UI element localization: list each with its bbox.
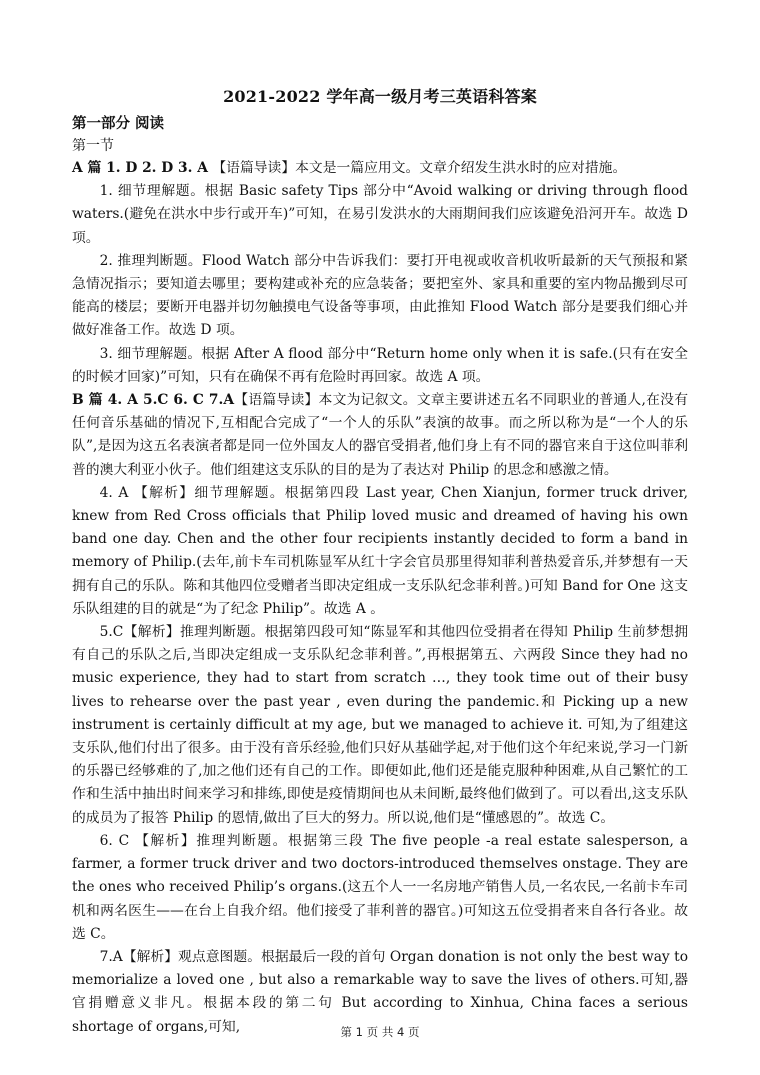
passage-a-q1-explanation: 1. 细节理解题。根据 Basic safety Tips 部分中“Avoid walking or driving through flood waters.(避免在洪水中步行或开车)”可知，在易引发洪水的大雨期间我们应该避免沿河开车。故选 D 项。 bbox=[72, 183, 688, 246]
passage-a-intro: 【语篇导读】本文是一篇应用文。文章介绍发生洪水时的应对措施。 bbox=[207, 160, 627, 176]
passage-a-answers: A 篇 1. D 2. D 3. A bbox=[72, 160, 208, 176]
passage-a-q3-explanation: 3. 细节理解题。根据 After A flood 部分中“Return home only when it is safe.(只有在安全的时候才回家)”可知，只有在确保不再有危险时再回家。故选 A 项。 bbox=[72, 345, 688, 385]
passage-a-header bbox=[72, 157, 688, 180]
passage-b-q6-explanation: 6. C 【解析】推理判断题。根据第三段 The five people -a real estate salesperson, a farmer, a former truck driver and two doctors-introduced themselves onstage. They are the ones who received Philip’s organs.(这五个人一一名房地产销售人员,一名农民,一名前卡车司机和两名医生——在台上自我介绍。他们接受了菲利普的器官。)可知这五位受捐者来自各行各业。故选 C。 bbox=[72, 832, 688, 942]
passage-b-q7-explanation: 7.A【解析】观点意图题。根据最后一段的首句 Organ donation is not only the best way to memorialize a loved one , but also a remarkable way to save the lives of others.可知,器官捐赠意义非凡。根据本段的第二句 But according to Xinhua, China faces a serious shortage of organs,可知, bbox=[72, 948, 688, 1035]
page-title: 2021-2022 学年高一级月考三英语科答案 bbox=[223, 87, 537, 106]
passage-b-q4-explanation: 4. A 【解析】细节理解题。根据第四段 Last year, Chen Xianjun, former truck driver, knew from Red Cross officials that Philip loved music and dreamed of having his own band one day. Chen and the other four recipients instantly decided to form a band in memory of Philip.(去年,前卡车司机陈显军从红十字会官员那里得知菲利普热爱音乐,并梦想有一天拥有自己的乐队。陈和其他四位受赠者当即决定组成一支乐队纪念菲利普。)可知 Band for One 这支乐队组建的目的就是“为了纪念 Philip”。故选 A 。 bbox=[72, 484, 688, 617]
part-heading: 第一部分 阅读 bbox=[72, 115, 165, 132]
passage-a-q2-explanation: 2. 推理判断题。Flood Watch 部分中告诉我们：要打开电视或收音机收听最新的天气预报和紧急情况指示；要知道去哪里；要构建或补充的应急装备；要把室外、家具和重要的室内物品搬到尽可能高的楼层；要断开电器并切勿触摸电气设备等事项，由此推知 Flood Watch 部分是要我们细心并做好准备工作。故选 D 项。 bbox=[72, 252, 688, 339]
passage-b-intro: 【语篇导读】本文为记叙文。文章主要讲述五名不同职业的普通人,在没有任何音乐基础的情况下,互相配合完成了“一个人的乐队”表演的故事。而之所以称为是“一个人的乐队”,是因为这五名表演者都是同一位外国友人的器官受捐者,他们身上有不同的器官来自于这位叫菲利普的澳大利亚小伙子。他们组建这支乐队的目的是为了表达对 Philip 的思念和感激之情。 bbox=[72, 392, 688, 478]
passage-b-answers: B 篇 4. A 5.C 6. C 7.A bbox=[72, 392, 235, 409]
passage-b-q5-explanation: 5.C【解析】推理判断题。根据第四段可知“陈显军和其他四位受捐者在得知 Philip 生前梦想拥有自己的乐队之后,当即决定组成一支乐队纪念菲利普。”,再根据第五、六两段 Since they had no music experience, they had to start from scratch …, they took time out of their busy lives to rehearse over the past year , even during the pandemic.和 Picking up a new instrument is certainly difficult at my age, but we managed to achieve it. 可知,为了组建这支乐队,他们付出了很多。由于没有音乐经验,他们只好从基础学起,对于他们这个年纪来说,学习一门新的乐器已经够难的了,加之他们还有自己的工作。即便如此,他们还是能克服种种困难,从自己繁忙的工作和生活中抽出时间来学习和排练,即使是疫情期间也从未间断,最终他们做到了。可以看出,这支乐队的成员为了报答 Philip 的恩情,做出了巨大的努力。所以说,他们是“懂感恩的”。故选 C。 bbox=[72, 624, 688, 826]
page-number-footer: 第 1 页 共 4 页 bbox=[340, 1025, 420, 1039]
section-heading: 第一节 bbox=[72, 138, 114, 154]
passage-b-header bbox=[72, 389, 688, 482]
